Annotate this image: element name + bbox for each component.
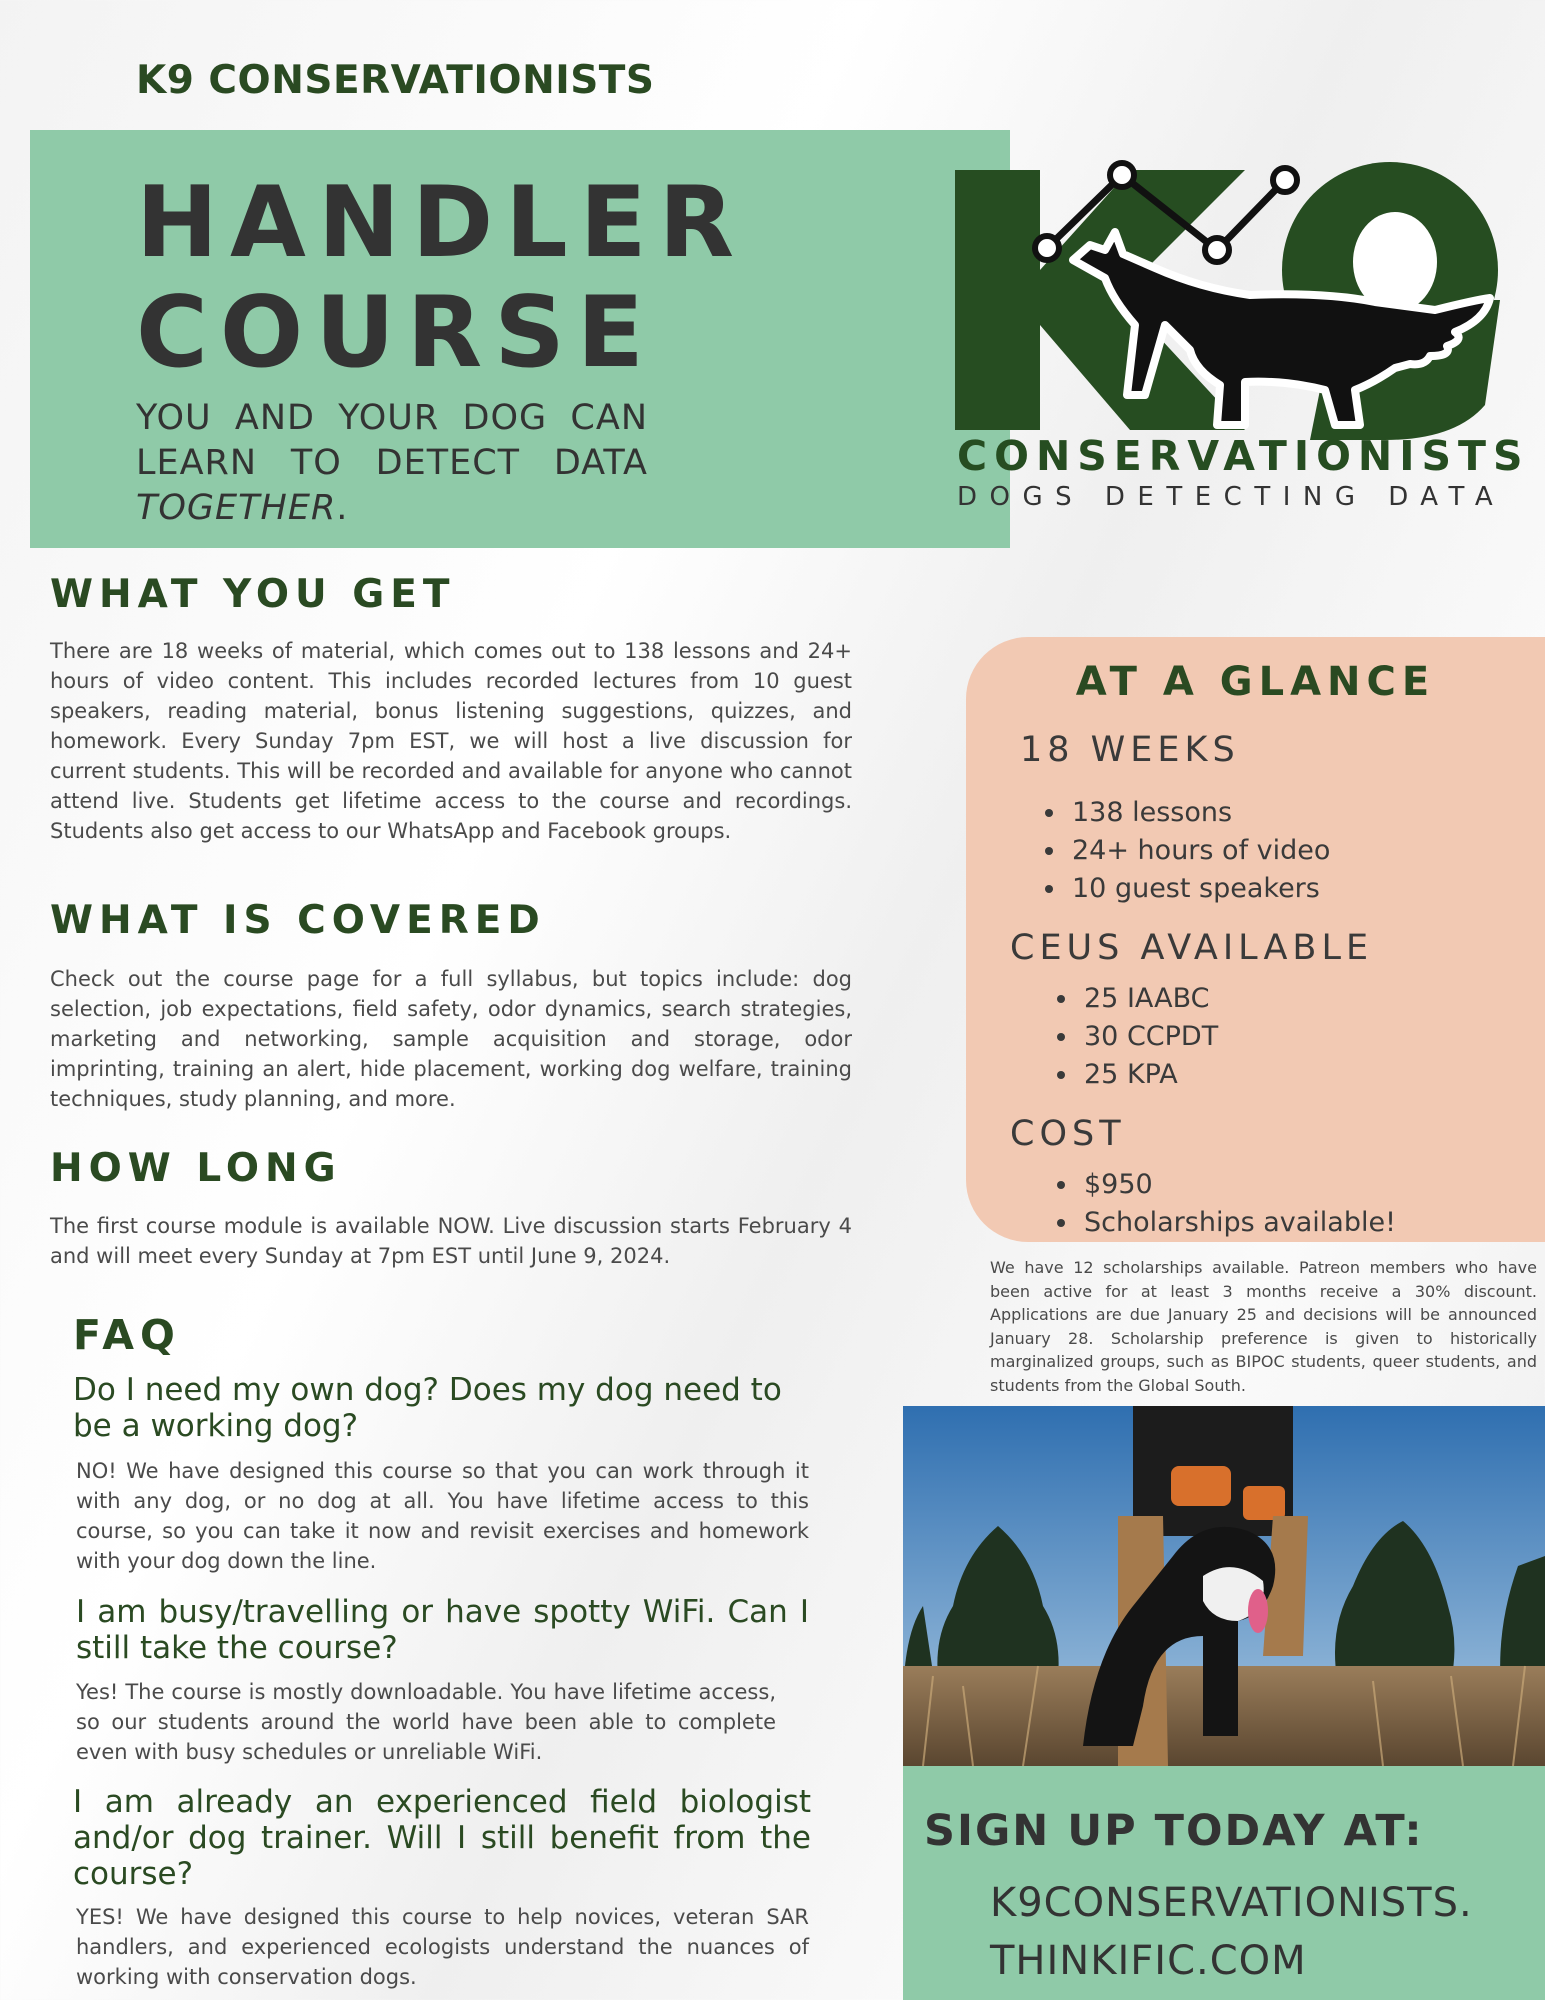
subtitle-line-3 [136,486,648,531]
at-a-glance-title: AT A GLANCE [1075,659,1436,705]
how-long-body: The first course module is available NOW. Live discussion starts February 4 and will meet every Sunday at 7pm EST until June 9, 2024. [50,1214,852,1268]
faq-answer-1: NO! We have designed this course so that you can work through it with any dog, or no dog at all. You have lifetime access to this course, so you can take it now and revisit exercises and homework with your dog down the line. [76,1459,809,1573]
brand-name: K9 CONSERVATIONISTS [136,58,655,103]
logo-wordmark: CONSERVATIONISTS [957,432,1530,480]
list-item: • 25 IAABC [1080,980,1218,1018]
signup-url-link[interactable] [990,1874,1473,1990]
signup-url-line-2: THINKIFIC.COM [990,1938,1307,1984]
k9-logo-mark [955,150,1535,440]
list-item: • 138 lessons [1068,794,1330,832]
list-item: • 24+ hours of video [1068,832,1330,870]
logo-tagline: DOGS DETECTING DATA [957,482,1506,512]
cost-list [1046,1166,1396,1242]
faq-question-1: Do I need my own dog? Does my dog need to be a working dog? [73,1372,782,1444]
faq-question-3: I am already an experienced field biologist and/or dog trainer. Will I still benefit from the course? [73,1784,811,1892]
faq-question-2: I am busy/travelling or have spotty WiFi. Can I still take the course? [76,1594,809,1666]
ceus-heading: CEUS AVAILABLE [1010,928,1374,968]
scholarship-note: We have 12 scholarships available. Patreon members who have been active for at least 3 months receive a 30% discount. Applications are due January 25 and decisions will be announced January 28. Scholarship preference is given to historically marginalized groups, such as BIPOC students, queer students, and students from the Global South. [990,1258,1537,1395]
how-long-heading: HOW LONG [50,1146,342,1191]
list-item: • $950 [1080,1166,1396,1204]
list-item: • 10 guest speakers [1068,870,1330,908]
page-title [136,168,746,388]
subtitle-line-2: LEARN TO DETECT DATA [136,443,648,483]
faq-answer-3: YES! We have designed this course to help novices, veteran SAR handlers, and experienced ecologists understand the nuances of working with conservation dogs. [76,1905,809,1989]
subtitle-line-1: YOU AND YOUR DOG CAN [136,398,648,438]
hero-subtitle [136,396,648,531]
ceus-list [1046,980,1218,1094]
what-is-covered-body: Check out the course page for a full syllabus, but topics include: dog selection, job expectations, field safety, odor dynamics, search strategies, marketing and networking, sample acquisition and storage, odor imprinting, training an alert, hide placement, working dog welfare, training techniques, study planning, and more. [50,967,852,1111]
signup-url-line-1: K9CONSERVATIONISTS. [990,1880,1473,1926]
list-item: • Scholarships available! [1080,1204,1396,1242]
what-is-covered-heading: WHAT IS COVERED [50,898,546,943]
subtitle-emphasis: TOGETHER [136,488,337,528]
title-line-2: COURSE [136,276,656,390]
cost-heading: COST [1010,1114,1126,1154]
subtitle-period: . [336,488,349,528]
what-you-get-body: There are 18 weeks of material, which comes out to 138 lessons and 24+ hours of video content. This includes recorded lectures from 10 guest speakers, reading material, bonus listening suggestions, quizzes, and homework. Every Sunday 7pm EST, we will host a live discussion for current students. This will be recorded and available for anyone who cannot attend live. Students get lifetime access to the course and recordings. Students also get access to our WhatsApp and Facebook groups. [50,639,852,843]
faq-answer-2: Yes! The course is mostly downloadable. You have lifetime access, so our students around the world have been able to complete even with busy schedules or unreliable WiFi. [76,1680,776,1764]
title-line-1: HANDLER [136,166,747,280]
weeks-heading: 18 WEEKS [1020,730,1240,770]
weeks-list [1034,794,1330,908]
faq-heading: FAQ [73,1311,181,1359]
what-you-get-heading: WHAT YOU GET [50,572,456,617]
list-item: • 30 CCPDT [1080,1018,1218,1056]
list-item: • 25 KPA [1080,1056,1218,1094]
signup-title: SIGN UP TODAY AT: [924,1806,1424,1856]
handler-with-dog-photo [903,1406,1545,1766]
